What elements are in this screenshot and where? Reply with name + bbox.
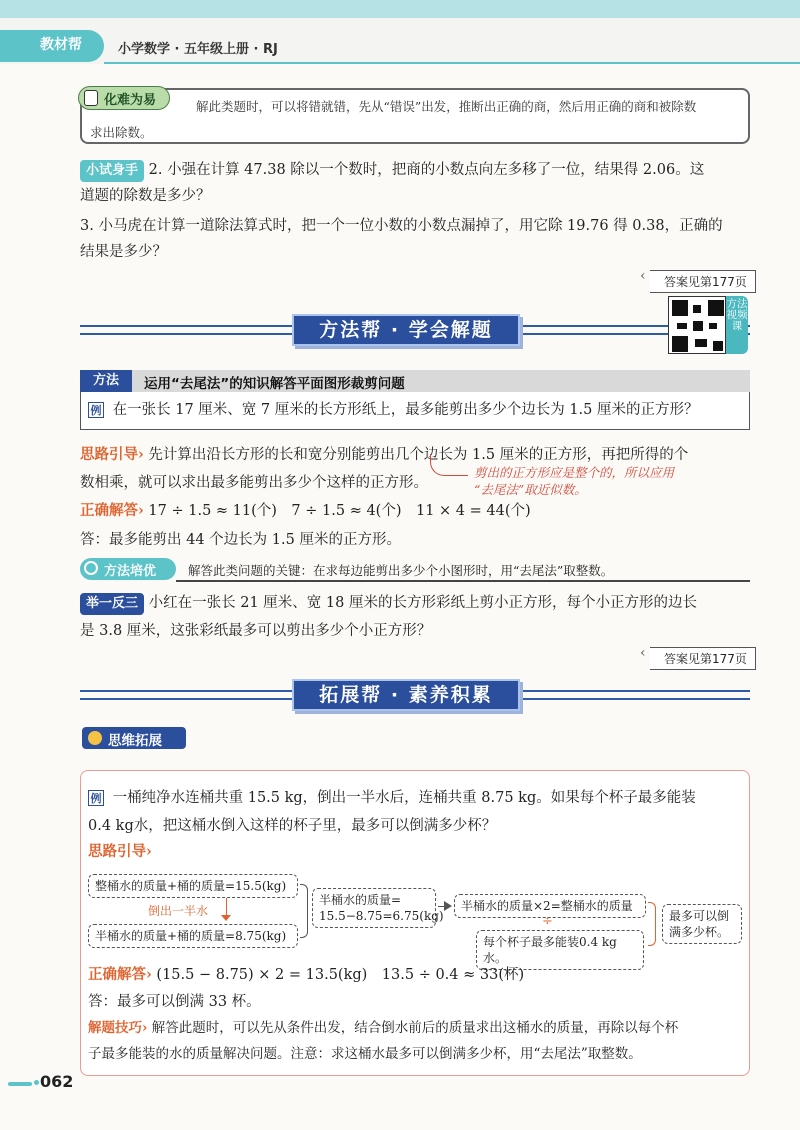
flow-box-full-bucket: 整桶水的质量+桶的质量=15.5(kg) xyxy=(88,874,298,898)
tip-badge-label: 化难为易 xyxy=(104,93,157,108)
method-example-text: 在一张长 17 厘米、宽 7 厘米的长方形纸上，最多能剪出多少个边长为 1.5 厘米的正方形？ xyxy=(112,402,699,418)
chevron-left-icon: ‹ xyxy=(640,645,646,661)
apply-line1 xyxy=(80,593,760,615)
extend-example-line1 xyxy=(88,788,748,808)
think-badge-label: 思维拓展 xyxy=(108,733,162,749)
method-tag: 方法 xyxy=(80,370,132,392)
tip-text-line1: 解此类题时，可以将错就错，先从“错误”出发，推断出正确的商，然后用正确的商和被除数 xyxy=(196,99,697,114)
extend-skill-line2: 子最多能装的水的质量解决问题。注意：求这桶水最多可以倒满多少杯，用“去尾法”取整数。 xyxy=(88,1046,642,1062)
clipboard-icon xyxy=(84,90,98,106)
flow-box-result-line1: 最多可以倒 xyxy=(669,909,730,923)
method-title: 运用“去尾法”的知识解答平面图形裁剪问题 xyxy=(144,376,405,392)
flow-down-arrowhead xyxy=(221,915,231,921)
skill-label: 解题技巧 xyxy=(88,1020,142,1036)
extend-answer-calc-text: (15.5 − 8.75) × 2 = 13.5(kg) 13.5 ÷ 0.4 ≈ 33(杯) xyxy=(156,967,525,983)
practice-badge: 小试身手 xyxy=(80,160,144,182)
handwritten-note xyxy=(474,464,674,498)
flow-box-half-water-line1: 半桶水的质量= xyxy=(319,893,402,907)
chevron-left-icon: ‹ xyxy=(640,268,646,284)
example-icon: 例 xyxy=(88,402,104,418)
apply-text: 小红在一张长 21 厘米、宽 18 厘米的长方形彩纸上剪小正方形，每个小正方形的边长 xyxy=(148,595,697,611)
extend-answer-calc: 正确解答› (15.5 − 8.75) × 2 = 13.5(kg) 13.5 ÷ 0.4 ≈ 33(杯) xyxy=(88,966,525,983)
flow-box-full-water: 半桶水的质量×2=整桶水的质量 xyxy=(454,894,646,918)
flow-box-result xyxy=(662,904,742,944)
header-rule xyxy=(104,62,800,64)
answer-reference-link[interactable]: 答案见第177页 xyxy=(650,647,756,670)
optimize-rule xyxy=(176,580,750,582)
answer-reference-link[interactable]: 答案见第177页 xyxy=(650,270,756,293)
method-guide-line2: 数相乘，就可以求出最多能剪出多少个这样的正方形。 xyxy=(80,475,428,491)
practice-q3-line2: 结果是多少？ xyxy=(80,244,167,260)
flow-box-half-bucket: 半桶水的质量+桶的质量=8.75(kg) xyxy=(88,924,298,948)
guide-label: 思路引导 xyxy=(88,844,146,860)
handwritten-note-line1: 剪出的正方形应是整个的，所以应用 xyxy=(474,465,675,480)
flow-arrow-right xyxy=(438,906,450,907)
optimize-text: 解答此类问题的关键：在求每边能剪出多少个小图形时，用“去尾法”取整数。 xyxy=(188,563,614,578)
practice-q2-line2: 道题的除数是多少？ xyxy=(80,188,211,204)
qr-code-icon[interactable] xyxy=(668,296,726,354)
answer-label: 正确解答 xyxy=(88,967,146,983)
method-banner: 方法帮 · 学会解题 xyxy=(292,314,520,346)
page-number-dot xyxy=(34,1080,39,1085)
extend-example-text: 一桶纯净水连桶共重 15.5 kg，倒出一半水后，连桶共重 8.75 kg。如果每个杯子最多能装 xyxy=(112,790,696,806)
extend-skill-line1: 解题技巧› 解答此题时，可以先从条件出发，结合倒水前后的质量求出这桶水的质量，再除以每个杯 xyxy=(88,1020,679,1036)
optimize-tag-label: 方法培优 xyxy=(104,564,157,579)
video-lesson-tag[interactable]: 方法视频课 xyxy=(726,296,748,354)
extend-banner: 拓展帮 · 素养积累 xyxy=(292,679,520,711)
key-icon xyxy=(88,731,102,745)
extend-example-line2: 0.4 kg水，把这桶水倒入这样的杯子里，最多可以倒满多少杯？ xyxy=(88,818,497,834)
flow-box-result-line2: 满多少杯。 xyxy=(669,925,730,939)
practice-q3-line1: 3. 小马虎在计算一道除法算式时，把一个一位小数的小数点漏掉了，用它除 19.76 得 0.38，正确的 xyxy=(80,218,723,234)
flow-box-half-water-line2: 15.5−8.75=6.75(kg) xyxy=(319,909,444,923)
guide-label: 思路引导 xyxy=(80,447,138,463)
tip-text-line2: 求出除数。 xyxy=(90,125,153,140)
magnifier-icon xyxy=(84,561,98,575)
flow-divide-sign: ÷ xyxy=(542,914,553,929)
flow-bracket-2 xyxy=(648,902,656,946)
extend-skill-text: 解答此题时，可以先从条件出发，结合倒水前后的质量求出这桶水的质量，再除以每个杯 xyxy=(151,1020,679,1036)
flow-box-half-water xyxy=(312,888,444,928)
apply-badge: 举一反三 xyxy=(80,593,144,615)
flow-bracket-1 xyxy=(300,884,308,938)
page-number-decoration xyxy=(8,1082,32,1086)
extend-guide-heading: 思路引导› xyxy=(88,843,152,860)
book-tag: 教材帮 xyxy=(40,37,82,53)
method-guide-line1: 思路引导› 先计算出沿长方形的长和宽分别能剪出几个边长为 1.5 厘米的正方形，再把所得的个 xyxy=(80,446,689,463)
answer-label: 正确解答 xyxy=(80,503,138,519)
extend-answer-text: 答：最多可以倒满 33 杯。 xyxy=(88,994,261,1010)
handwritten-arrow xyxy=(430,454,468,476)
header-title: 小学数学 · 五年级上册 · RJ xyxy=(118,42,278,57)
flow-box-cup: 每个杯子最多能装0.4 kg水。 xyxy=(476,930,644,970)
method-example xyxy=(88,400,748,420)
handwritten-note-line2: “去尾法”取近似数。 xyxy=(474,482,587,497)
practice-q2-text: 2. 小强在计算 47.38 除以一个数时，把商的小数点向左多移了一位，结果得 2.06。这 xyxy=(148,162,705,178)
page-number: 062 xyxy=(40,1072,74,1091)
method-answer-text: 答：最多能剪出 44 个边长为 1.5 厘米的正方形。 xyxy=(80,532,401,548)
method-answer-calc-text: 17 ÷ 1.5 ≈ 11(个) 7 ÷ 1.5 ≈ 4(个) 11 × 4 = 44(个) xyxy=(148,503,531,519)
flow-pour-label: 倒出一半水 xyxy=(148,904,209,918)
practice-q2-line1 xyxy=(80,160,760,182)
header-top-band xyxy=(0,0,800,18)
method-guide-text: 先计算出沿长方形的长和宽分别能剪出几个边长为 1.5 厘米的正方形，再把所得的个 xyxy=(148,447,689,463)
example-icon: 例 xyxy=(88,790,104,806)
method-answer-calc: 正确解答› 17 ÷ 1.5 ≈ 11(个) 7 ÷ 1.5 ≈ 4(个) 11 × 4 = 44(个) xyxy=(80,502,531,519)
apply-line2: 是 3.8 厘米，这张彩纸最多可以剪出多少个小正方形？ xyxy=(80,623,432,639)
